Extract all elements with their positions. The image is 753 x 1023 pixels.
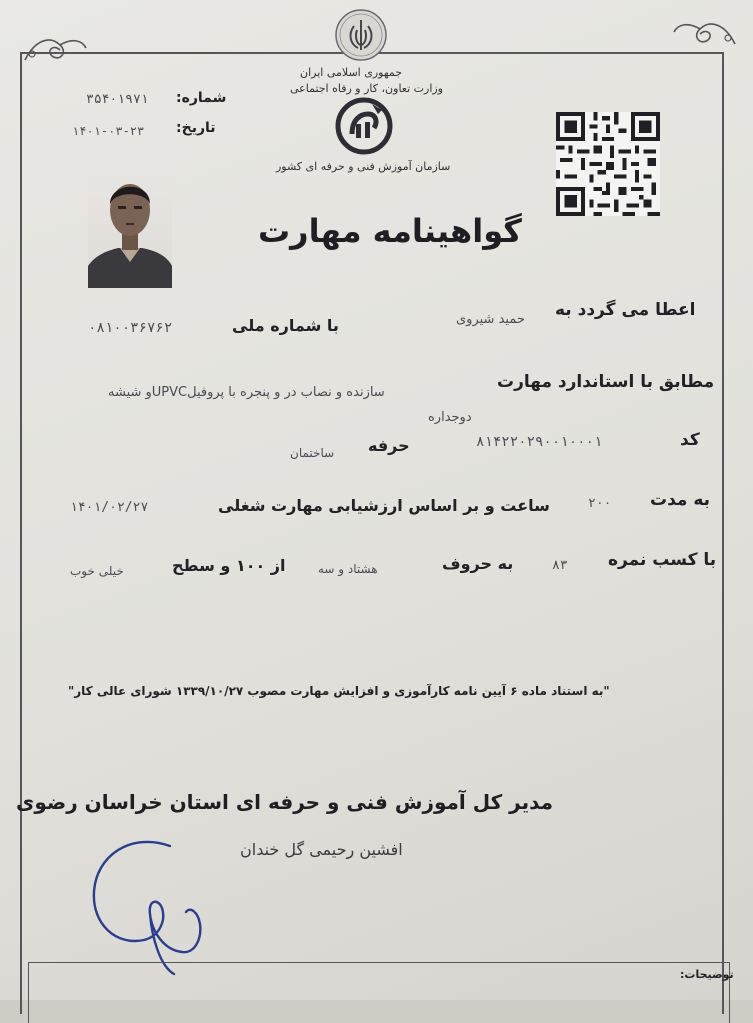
number-label: شماره: xyxy=(176,90,227,106)
national-id-value: ۰۸۱۰۰۳۶۷۶۲ xyxy=(88,320,173,336)
national-id-label: با شماره ملی xyxy=(232,316,339,335)
level-value: خیلی خوب xyxy=(70,564,124,578)
certificate-title: گواهینامه مهارت xyxy=(258,212,522,250)
organization-name: سازمان آموزش فنی و حرفه ای کشور xyxy=(276,160,451,173)
issue-date: ۱۴۰۱-۰۳-۲۳ xyxy=(72,124,145,138)
granted-label: اعطا می گردد به xyxy=(555,300,696,320)
certificate-number: ۳۵۴۰۱۹۷۱ xyxy=(86,92,149,107)
score-label: با کسب نمره xyxy=(608,550,717,570)
outof-level-label: از ۱۰۰ و سطح xyxy=(172,556,286,575)
trade-label: حرفه xyxy=(368,436,410,455)
ministry-name: وزارت تعاون، کار و رفاه اجتماعی xyxy=(290,82,444,95)
signatory-name: افشین رحیمی گل خندان xyxy=(240,840,403,859)
notes-box xyxy=(28,962,730,1023)
score-value: ۸۳ xyxy=(552,558,568,573)
letters-label: به حروف xyxy=(442,554,514,573)
handwritten-signature xyxy=(90,828,230,978)
national-emblem-seal-icon xyxy=(334,8,388,62)
standard-value-line1: سازنده و نصاب در و پنجره با پروفیلUPVCو شیشه xyxy=(108,385,385,400)
recipient-name: حمید شیروی xyxy=(456,312,525,327)
duration-value: ۲۰۰ xyxy=(588,496,612,511)
duration-label: به مدت xyxy=(650,490,711,510)
trade-value: ساختمان xyxy=(290,446,335,460)
corner-ornament-right-icon xyxy=(670,14,740,54)
legal-reference-note: "به استناد ماده ۶ آیین نامه کارآموزی و افزایش مهارت مصوب ۱۳۳۹/۱۰/۲۷ شورای عالی کار" xyxy=(68,684,610,698)
date-label: تاریخ: xyxy=(176,120,216,136)
standard-label: مطابق با استاندارد مهارت xyxy=(497,372,715,392)
tvto-logo-icon xyxy=(334,96,394,156)
signatory-title: مدیر کل آموزش فنی و حرفه ای استان خراسان رضوی xyxy=(16,790,554,814)
hours-label: ساعت و بر اساس ارزشیابی مهارت شغلی xyxy=(218,496,550,515)
standard-value-line2: دوجداره xyxy=(428,410,472,425)
country-name: جمهوری اسلامی ایران xyxy=(300,66,403,79)
corner-ornament-left-icon xyxy=(20,30,90,70)
code-label: کد xyxy=(680,430,700,450)
notes-label: توضیحات: xyxy=(680,968,734,981)
holder-photo xyxy=(88,166,172,288)
code-value: ۸۱۴۲۲۰۲۹۰۰۱۰۰۰۱ xyxy=(476,434,603,450)
qr-code-icon[interactable] xyxy=(556,112,660,216)
person-portrait-icon xyxy=(88,166,172,288)
evaluation-date: ۱۴۰۱/۰۲/۲۷ xyxy=(70,500,149,515)
score-in-letters: هشتاد و سه xyxy=(318,562,378,576)
